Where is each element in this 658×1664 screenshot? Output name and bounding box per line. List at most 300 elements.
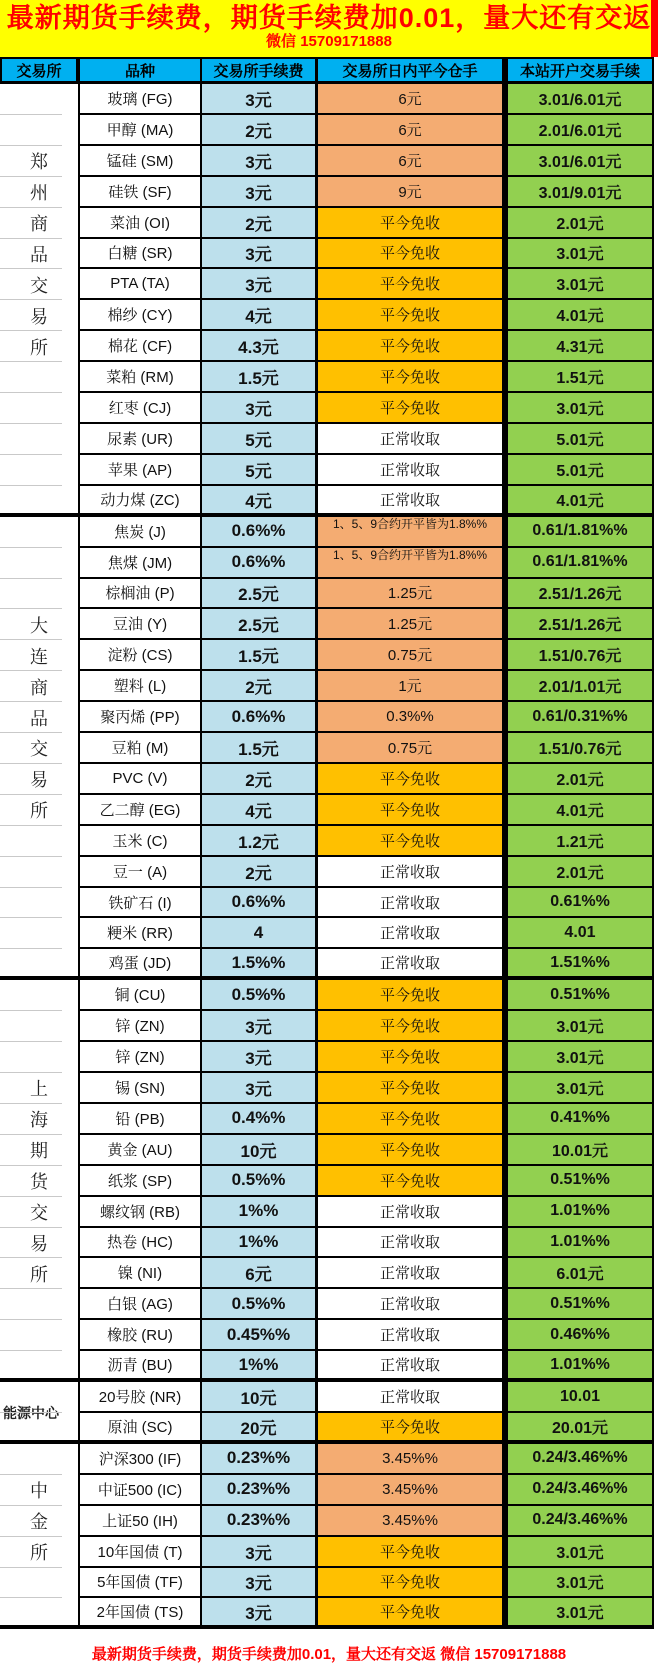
intraday-fee-cell: 正常收取 (315, 949, 502, 980)
exchange-label-cell (0, 733, 78, 764)
exchange-fee-cell: 3元 (200, 84, 315, 115)
site-fee-cell: 5.01元 (502, 424, 654, 455)
site-fee-cell: 1.51/0.76元 (502, 733, 654, 764)
intraday-fee-cell: 3.45%% (315, 1475, 502, 1506)
exchange-label: 所 (30, 1543, 48, 1564)
intraday-fee-cell: 正常收取 (315, 888, 502, 919)
product-cell: 沪深300 (IF) (78, 1444, 200, 1475)
intraday-fee-cell: 平今免收 (315, 331, 502, 362)
exchange-fee-cell: 2元 (200, 764, 315, 795)
product-cell: 锡 (SN) (78, 1073, 200, 1104)
product-cell: 菜油 (OI) (78, 208, 200, 239)
exchange-fee-cell: 5元 (200, 455, 315, 486)
intraday-fee-cell: 平今免收 (315, 1073, 502, 1104)
table-row (0, 1351, 654, 1382)
table-header-row (0, 57, 654, 84)
site-fee-cell: 4.01元 (502, 486, 654, 517)
footer-clipped-text: 最新期货手续费，期货手续费加0.01，量大还有交返 微信 15709171888 (91, 1646, 567, 1664)
intraday-fee-cell: 平今免收 (315, 208, 502, 239)
table-row (0, 517, 654, 548)
site-fee-cell: 0.24/3.46%% (502, 1444, 654, 1475)
intraday-fee-cell: 正常收取 (315, 1289, 502, 1320)
wechat-contact: 微信 15709171888 (266, 33, 392, 50)
exchange-label-cell (0, 455, 78, 486)
site-fee-cell: 3.01元 (502, 239, 654, 270)
table-row (0, 1042, 654, 1073)
exchange-label-cell (0, 609, 78, 640)
exchange-label: 所 (30, 801, 48, 822)
product-cell: 热卷 (HC) (78, 1228, 200, 1259)
intraday-fee-cell: 6元 (315, 115, 502, 146)
exchange-label-cell (0, 702, 78, 733)
exchange-label-cell (0, 1382, 78, 1421)
exchange-fee-cell: 0.6%% (200, 517, 315, 548)
table-row (0, 548, 654, 579)
table-row (0, 1104, 654, 1135)
exchange-fee-cell: 1.5元 (200, 362, 315, 393)
banner-title: 最新期货手续费，期货手续费加0.01，量大还有交返 (6, 3, 652, 33)
site-fee-cell: 6.01元 (502, 1258, 654, 1289)
product-cell: 玉米 (C) (78, 826, 200, 857)
intraday-fee-cell: 6元 (315, 146, 502, 177)
exchange-fee-cell: 3元 (200, 239, 315, 270)
exchange-fee-cell: 2元 (200, 857, 315, 888)
intraday-fee-cell: 正常收取 (315, 918, 502, 949)
site-fee-cell: 0.61/1.81%% (502, 517, 654, 548)
site-fee-cell: 0.41%% (502, 1104, 654, 1135)
exchange-fee-cell: 3元 (200, 1568, 315, 1599)
site-fee-cell: 2.01/1.01元 (502, 671, 654, 702)
exchange-label-cell (0, 1258, 78, 1289)
product-cell: 上证50 (IH) (78, 1506, 200, 1537)
intraday-fee-cell: 平今免收 (315, 1011, 502, 1042)
exchange-label-cell (0, 1104, 78, 1135)
intraday-fee-cell: 9元 (315, 177, 502, 208)
exchange-label-cell (0, 486, 78, 517)
site-fee-cell: 3.01元 (502, 1011, 654, 1042)
intraday-fee-cell: 正常收取 (315, 455, 502, 486)
site-fee-cell: 3.01元 (502, 1073, 654, 1104)
exchange-fee-cell: 6元 (200, 1258, 315, 1289)
product-cell: 甲醇 (MA) (78, 115, 200, 146)
product-cell: 淀粉 (CS) (78, 640, 200, 671)
intraday-fee-cell: 平今免收 (315, 1568, 502, 1599)
header-intraday-fee: 交易所日内平今仓手 (315, 57, 502, 84)
exchange-fee-cell: 4元 (200, 795, 315, 826)
site-fee-cell: 0.24/3.46%% (502, 1475, 654, 1506)
exchange-label-cell (0, 918, 78, 949)
exchange-label-cell (0, 1598, 78, 1629)
product-cell: 螺纹钢 (RB) (78, 1197, 200, 1228)
exchange-label-cell (0, 424, 78, 455)
intraday-fee-cell: 正常收取 (315, 1258, 502, 1289)
exchange-label: 商 (30, 677, 48, 698)
product-cell: 粳米 (RR) (78, 918, 200, 949)
intraday-fee-cell: 1、5、9合约开平皆为1.8%% (315, 548, 502, 579)
exchange-label: 易 (30, 306, 48, 327)
exchange-label: 所 (30, 1264, 48, 1285)
product-cell: 镍 (NI) (78, 1258, 200, 1289)
exchange-fee-cell: 3元 (200, 269, 315, 300)
exchange-label-cell (0, 1506, 78, 1537)
product-cell: 豆粕 (M) (78, 733, 200, 764)
fees-table (0, 57, 658, 1629)
site-fee-cell: 10.01 (502, 1382, 654, 1413)
exchange-fee-cell: 2.5元 (200, 609, 315, 640)
exchange-label: 能源中心 (3, 1404, 59, 1421)
site-fee-cell: 2.01/6.01元 (502, 115, 654, 146)
exchange-fee-cell: 1.5元 (200, 640, 315, 671)
exchange-fee-cell: 0.6%% (200, 702, 315, 733)
exchange-label: 易 (30, 1233, 48, 1254)
exchange-label-cell (0, 579, 78, 610)
table-row (0, 1320, 654, 1351)
exchange-fee-cell: 0.23%% (200, 1506, 315, 1537)
exchange-label: 期 (30, 1141, 48, 1162)
table-row (0, 239, 654, 270)
intraday-fee-cell: 平今免收 (315, 1537, 502, 1568)
exchange-fee-cell: 4 (200, 918, 315, 949)
table-row (0, 331, 654, 362)
site-fee-cell: 2.51/1.26元 (502, 579, 654, 610)
product-cell: 棕榈油 (P) (78, 579, 200, 610)
site-fee-cell: 0.61/1.81%% (502, 548, 654, 579)
intraday-fee-cell: 平今免收 (315, 1166, 502, 1197)
product-cell: 铅 (PB) (78, 1104, 200, 1135)
exchange-label-cell (0, 1166, 78, 1197)
exchange-fee-cell: 1.2元 (200, 826, 315, 857)
intraday-fee-cell: 1.25元 (315, 609, 502, 640)
table-row (0, 146, 654, 177)
exchange-fee-cell: 0.4%% (200, 1104, 315, 1135)
table-row (0, 269, 654, 300)
exchange-label: 品 (30, 708, 48, 729)
table-row (0, 702, 654, 733)
site-fee-cell: 3.01/9.01元 (502, 177, 654, 208)
exchange-fee-cell: 20元 (200, 1413, 315, 1444)
intraday-fee-cell: 平今免收 (315, 1135, 502, 1166)
exchange-label: 品 (30, 244, 48, 265)
exchange-label-cell (0, 1042, 78, 1073)
exchange-fee-cell: 4.3元 (200, 331, 315, 362)
site-fee-cell: 0.46%% (502, 1320, 654, 1351)
table-row (0, 115, 654, 146)
table-row (0, 1011, 654, 1042)
intraday-fee-cell: 平今免收 (315, 1598, 502, 1629)
promo-banner (0, 0, 658, 57)
product-cell: 红枣 (CJ) (78, 393, 200, 424)
product-cell: 塑料 (L) (78, 671, 200, 702)
exchange-fee-cell: 1%% (200, 1197, 315, 1228)
table-row (0, 888, 654, 919)
exchange-fee-cell: 3元 (200, 1011, 315, 1042)
exchange-label-cell (0, 84, 78, 115)
table-row (0, 1568, 654, 1599)
product-cell: 硅铁 (SF) (78, 177, 200, 208)
table-row (0, 918, 654, 949)
header-site-fee: 本站开户交易手续 (502, 57, 654, 84)
table-row (0, 455, 654, 486)
table-row (0, 1444, 654, 1475)
exchange-label: 货 (30, 1172, 48, 1193)
exchange-fee-cell: 3元 (200, 146, 315, 177)
intraday-fee-cell: 平今免收 (315, 826, 502, 857)
table-row (0, 1382, 654, 1421)
exchange-label-cell (0, 1320, 78, 1351)
product-cell: 沥青 (BU) (78, 1351, 200, 1382)
product-cell: 纸浆 (SP) (78, 1166, 200, 1197)
table-body (0, 84, 658, 1629)
site-fee-cell: 1.01%% (502, 1228, 654, 1259)
site-fee-cell: 3.01/6.01元 (502, 84, 654, 115)
exchange-label-cell (0, 1351, 78, 1382)
product-cell: 豆油 (Y) (78, 609, 200, 640)
table-row (0, 1135, 654, 1166)
exchange-label: 交 (30, 1203, 48, 1224)
intraday-fee-cell: 正常收取 (315, 1197, 502, 1228)
product-cell: 菜粕 (RM) (78, 362, 200, 393)
exchange-fee-cell: 3元 (200, 1073, 315, 1104)
table-row (0, 609, 654, 640)
exchange-fee-cell: 2.5元 (200, 579, 315, 610)
intraday-fee-cell: 1元 (315, 671, 502, 702)
site-fee-cell: 2.01元 (502, 764, 654, 795)
site-fee-cell: 1.21元 (502, 826, 654, 857)
site-fee-cell: 3.01元 (502, 1042, 654, 1073)
site-fee-cell: 2.01元 (502, 208, 654, 239)
table-row (0, 1228, 654, 1259)
exchange-label: 州 (30, 183, 48, 204)
table-row (0, 393, 654, 424)
intraday-fee-cell: 3.45%% (315, 1506, 502, 1537)
exchange-fee-cell: 5元 (200, 424, 315, 455)
table-row (0, 486, 654, 517)
exchange-label-cell (0, 300, 78, 331)
table-row (0, 1413, 654, 1444)
intraday-fee-cell: 平今免收 (315, 1042, 502, 1073)
product-cell: 豆一 (A) (78, 857, 200, 888)
product-cell: 白银 (AG) (78, 1289, 200, 1320)
intraday-fee-cell: 平今免收 (315, 239, 502, 270)
intraday-fee-cell: 正常收取 (315, 1228, 502, 1259)
table-row (0, 733, 654, 764)
product-cell: 尿素 (UR) (78, 424, 200, 455)
site-fee-cell: 4.31元 (502, 331, 654, 362)
intraday-fee-cell: 0.3%% (315, 702, 502, 733)
exchange-label-cell (0, 1289, 78, 1320)
exchange-fee-cell: 4元 (200, 486, 315, 517)
product-cell: 5年国债 (TF) (78, 1568, 200, 1599)
table-row (0, 980, 654, 1011)
product-cell: 乙二醇 (EG) (78, 795, 200, 826)
product-cell: 焦炭 (J) (78, 517, 200, 548)
table-row (0, 300, 654, 331)
site-fee-cell: 0.51%% (502, 1289, 654, 1320)
table-row (0, 424, 654, 455)
exchange-label-cell (0, 764, 78, 795)
exchange-label-cell (0, 177, 78, 208)
table-row (0, 671, 654, 702)
table-row (0, 1506, 654, 1537)
exchange-fee-cell: 2元 (200, 115, 315, 146)
table-row (0, 857, 654, 888)
product-cell: 锌 (ZN) (78, 1011, 200, 1042)
product-cell: 棉纱 (CY) (78, 300, 200, 331)
exchange-label-cell (0, 1444, 78, 1475)
exchange-fee-cell: 3元 (200, 1537, 315, 1568)
table-row (0, 826, 654, 857)
header-exchange: 交易所 (0, 57, 78, 84)
site-fee-cell: 20.01元 (502, 1413, 654, 1444)
site-fee-cell: 3.01元 (502, 1568, 654, 1599)
exchange-fee-cell: 0.6%% (200, 548, 315, 579)
site-fee-cell: 0.51%% (502, 1166, 654, 1197)
exchange-fee-cell: 3元 (200, 177, 315, 208)
table-row (0, 1258, 654, 1289)
footer (0, 1629, 658, 1664)
intraday-fee-cell: 正常收取 (315, 857, 502, 888)
intraday-fee-cell: 1、5、9合约开平皆为1.8%% (315, 517, 502, 548)
site-fee-cell: 4.01元 (502, 795, 654, 826)
exchange-label-cell (0, 857, 78, 888)
exchange-fee-cell: 0.23%% (200, 1444, 315, 1475)
exchange-label-cell (0, 115, 78, 146)
product-cell: 橡胶 (RU) (78, 1320, 200, 1351)
product-cell: 焦煤 (JM) (78, 548, 200, 579)
exchange-label-cell (0, 269, 78, 300)
exchange-label: 连 (30, 646, 48, 667)
exchange-fee-cell: 0.45%% (200, 1320, 315, 1351)
table-row (0, 579, 654, 610)
intraday-fee-cell: 平今免收 (315, 764, 502, 795)
site-fee-cell: 1.01%% (502, 1351, 654, 1382)
exchange-label-cell (0, 1073, 78, 1104)
table-row (0, 640, 654, 671)
site-fee-cell: 2.51/1.26元 (502, 609, 654, 640)
exchange-label-cell (0, 1228, 78, 1259)
table-row (0, 208, 654, 239)
exchange-label-cell (0, 146, 78, 177)
product-cell: 聚丙烯 (PP) (78, 702, 200, 733)
table-row (0, 1289, 654, 1320)
intraday-fee-cell: 平今免收 (315, 1104, 502, 1135)
product-cell: 铜 (CU) (78, 980, 200, 1011)
exchange-label: 金 (30, 1512, 48, 1533)
exchange-label: 上 (30, 1079, 48, 1100)
product-cell: 原油 (SC) (78, 1413, 200, 1444)
exchange-label-cell (0, 1568, 78, 1599)
product-cell: 10年国债 (T) (78, 1537, 200, 1568)
site-fee-cell: 3.01元 (502, 1537, 654, 1568)
product-cell: 黄金 (AU) (78, 1135, 200, 1166)
product-cell: 棉花 (CF) (78, 331, 200, 362)
banner-right-sliver (651, 0, 658, 57)
intraday-fee-cell: 正常收取 (315, 1382, 502, 1413)
product-cell: 锰硅 (SM) (78, 146, 200, 177)
product-cell: 玻璃 (FG) (78, 84, 200, 115)
exchange-label-cell (0, 1537, 78, 1568)
product-cell: PTA (TA) (78, 269, 200, 300)
intraday-fee-cell: 0.75元 (315, 640, 502, 671)
exchange-fee-cell: 2元 (200, 208, 315, 239)
exchange-label: 海 (30, 1110, 48, 1131)
intraday-fee-cell: 平今免收 (315, 795, 502, 826)
exchange-label-cell (0, 671, 78, 702)
site-fee-cell: 2.01元 (502, 857, 654, 888)
exchange-label-cell (0, 980, 78, 1011)
site-fee-cell: 3.01元 (502, 269, 654, 300)
intraday-fee-cell: 平今免收 (315, 269, 502, 300)
product-cell: 鸡蛋 (JD) (78, 949, 200, 980)
table-row (0, 177, 654, 208)
product-cell: 中证500 (IC) (78, 1475, 200, 1506)
exchange-fee-cell: 3元 (200, 393, 315, 424)
exchange-fee-cell: 0.5%% (200, 980, 315, 1011)
site-fee-cell: 1.51元 (502, 362, 654, 393)
exchange-fee-cell: 1.5元 (200, 733, 315, 764)
exchange-label-cell (0, 795, 78, 826)
intraday-fee-cell: 平今免收 (315, 980, 502, 1011)
product-cell: 锌 (ZN) (78, 1042, 200, 1073)
exchange-label: 大 (30, 615, 48, 636)
site-fee-cell: 1.01%% (502, 1197, 654, 1228)
exchange-label-cell (0, 888, 78, 919)
intraday-fee-cell: 1.25元 (315, 579, 502, 610)
site-fee-cell: 4.01元 (502, 300, 654, 331)
exchange-label: 交 (30, 275, 48, 296)
table-row (0, 1475, 654, 1506)
exchange-label-cell (0, 393, 78, 424)
table-row (0, 795, 654, 826)
exchange-fee-cell: 1%% (200, 1228, 315, 1259)
product-cell: 20号胶 (NR) (78, 1382, 200, 1413)
table-row (0, 1598, 654, 1629)
exchange-label-cell (0, 362, 78, 393)
exchange-fee-cell: 0.6%% (200, 888, 315, 919)
exchange-fee-cell: 1.5%% (200, 949, 315, 980)
site-fee-cell: 1.51%% (502, 949, 654, 980)
table-row (0, 1073, 654, 1104)
intraday-fee-cell: 3.45%% (315, 1444, 502, 1475)
exchange-label-cell (0, 239, 78, 270)
intraday-fee-cell: 平今免收 (315, 362, 502, 393)
header-exchange-fee: 交易所手续费 (200, 57, 315, 84)
intraday-fee-cell: 平今免收 (315, 1413, 502, 1444)
exchange-label-cell (0, 331, 78, 362)
intraday-fee-cell: 正常收取 (315, 486, 502, 517)
exchange-label: 郑 (30, 152, 48, 173)
exchange-label: 商 (30, 214, 48, 235)
exchange-fee-cell: 10元 (200, 1135, 315, 1166)
site-fee-cell: 0.24/3.46%% (502, 1506, 654, 1537)
intraday-fee-cell: 正常收取 (315, 1351, 502, 1382)
exchange-fee-cell: 0.5%% (200, 1166, 315, 1197)
exchange-label: 中 (30, 1481, 48, 1502)
exchange-fee-cell: 1%% (200, 1351, 315, 1382)
site-fee-cell: 0.61/0.31%% (502, 702, 654, 733)
exchange-label: 所 (30, 337, 48, 358)
site-fee-cell: 5.01元 (502, 455, 654, 486)
table-row (0, 1166, 654, 1197)
exchange-fee-cell: 10元 (200, 1382, 315, 1413)
intraday-fee-cell: 平今免收 (315, 393, 502, 424)
exchange-label-cell (0, 548, 78, 579)
site-fee-cell: 3.01/6.01元 (502, 146, 654, 177)
site-fee-cell: 0.61%% (502, 888, 654, 919)
site-fee-cell: 10.01元 (502, 1135, 654, 1166)
exchange-label-cell (0, 949, 78, 980)
site-fee-cell: 4.01 (502, 918, 654, 949)
